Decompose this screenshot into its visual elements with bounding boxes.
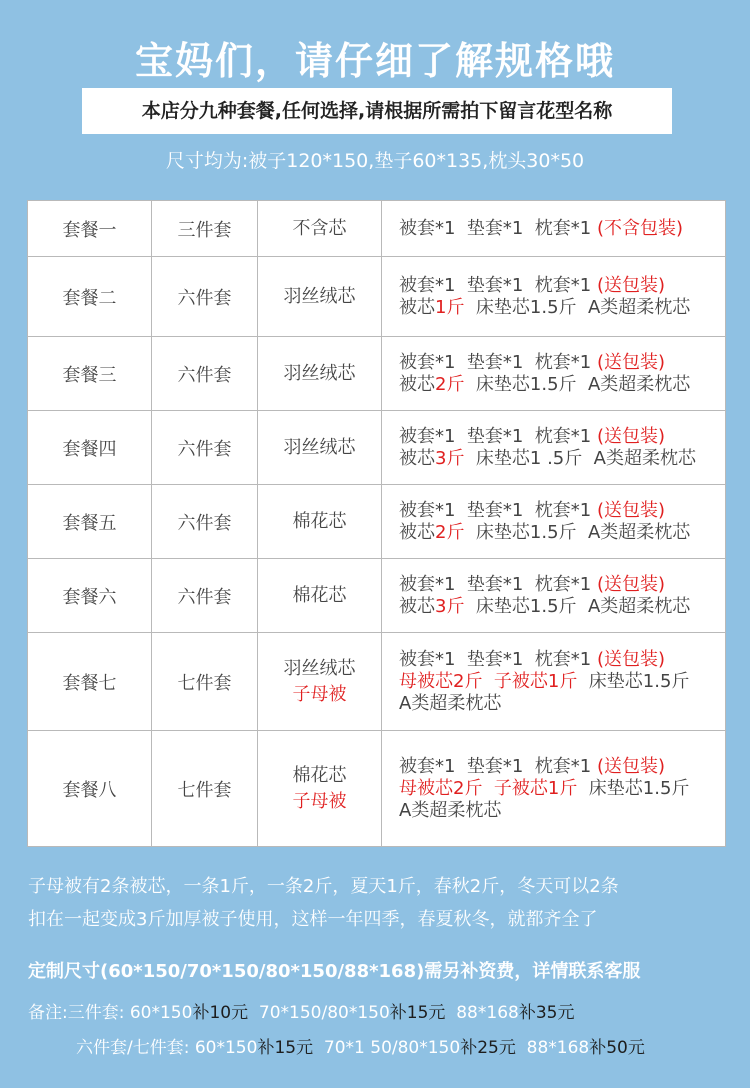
remark2-d: 补25元 (460, 1038, 516, 1058)
detail-core-label: 被芯 (399, 373, 435, 395)
core-subtype: 子母被 (292, 683, 347, 705)
detail-line1-red: (送包装) (596, 499, 666, 521)
detail-line3: A类超柔枕芯 (399, 692, 502, 714)
detail-line1: 被套*1 垫套*1 枕套*1 (399, 648, 597, 670)
remark-line2 (76, 1033, 645, 1058)
remark2-b: 补15元 (257, 1038, 314, 1058)
detail-line1-red: (送包装) (596, 274, 666, 296)
core-type: 棉花芯 (292, 764, 347, 786)
table-row (28, 559, 726, 633)
detail-line2-rest: 床垫芯1.5斤 A类超柔枕芯 (464, 595, 691, 617)
remark2-c: 70*1 50/80*150 (313, 1038, 461, 1058)
table-row (28, 201, 726, 257)
detail-line1-red: (送包装) (596, 573, 666, 595)
note-line2: 扣在一起变成3斤加厚被子使用，这样一年四季，春夏秋冬，就都齐全了 (28, 909, 598, 930)
table-row (28, 485, 726, 559)
remark1-b: 补10元 (192, 1003, 249, 1023)
package-name: 套餐七 (28, 633, 152, 731)
detail-line1: 被套*1 垫套*1 枕套*1 (399, 274, 597, 296)
detail-line2-rest: 床垫芯1.5斤 (577, 777, 690, 799)
detail-line2-rest: 床垫芯1.5斤 (577, 670, 690, 692)
table-row (28, 731, 726, 847)
detail-core-label: 被芯 (399, 595, 435, 617)
package-pieces: 三件套 (152, 201, 258, 257)
table-row (28, 633, 726, 731)
custom-size-note: 定制尺寸(60*150/70*150/80*150/88*168)需另补资费，详情联系客服 (28, 961, 641, 982)
detail-line3: A类超柔枕芯 (399, 799, 502, 821)
package-detail (382, 559, 726, 633)
table-row (28, 257, 726, 337)
detail-line2-red: 母被芯2斤 子被芯1斤 (399, 777, 578, 799)
package-detail (382, 337, 726, 411)
remark1-c: 70*150/80*150 (248, 1003, 390, 1023)
package-pieces: 七件套 (152, 633, 258, 731)
package-pieces: 六件套 (152, 485, 258, 559)
detail-line2-rest: 床垫芯1.5斤 A类超柔枕芯 (464, 521, 691, 543)
package-name: 套餐六 (28, 559, 152, 633)
detail-line2-red: 母被芯2斤 子被芯1斤 (399, 670, 578, 692)
detail-line1-red: (送包装) (596, 425, 666, 447)
core-subtype: 子母被 (292, 790, 347, 812)
package-core: 羽丝绒芯 (258, 257, 382, 337)
detail-core-weight: 3斤 (435, 595, 465, 617)
detail-line1-red: (不含包装) (596, 217, 684, 239)
detail-core-label: 被芯 (399, 521, 435, 543)
subtitle-banner (82, 88, 672, 134)
detail-core-weight: 1斤 (435, 296, 465, 318)
package-core (258, 633, 382, 731)
detail-line1: 被套*1 垫套*1 枕套*1 (399, 351, 597, 373)
package-core: 棉花芯 (258, 559, 382, 633)
package-detail (382, 201, 726, 257)
page-title: 宝妈们，请仔细了解规格哦 (134, 39, 615, 83)
package-name: 套餐一 (28, 201, 152, 257)
package-core: 不含芯 (258, 201, 382, 257)
package-pieces: 六件套 (152, 257, 258, 337)
detail-core-weight: 3斤 (435, 447, 465, 469)
package-detail (382, 411, 726, 485)
detail-line1-red: (送包装) (596, 755, 666, 777)
remark1-e: 88*168 (445, 1003, 519, 1023)
detail-core-label: 被芯 (399, 296, 435, 318)
detail-line1: 被套*1 垫套*1 枕套*1 (399, 755, 597, 777)
detail-line2-rest: 床垫芯1 .5斤 A类超柔枕芯 (464, 447, 697, 469)
package-name: 套餐四 (28, 411, 152, 485)
detail-line1: 被套*1 垫套*1 枕套*1 (399, 425, 597, 447)
package-core (258, 731, 382, 847)
package-detail (382, 731, 726, 847)
package-detail (382, 633, 726, 731)
table-row (28, 337, 726, 411)
remark-line1 (28, 998, 574, 1023)
detail-core-weight: 2斤 (435, 521, 465, 543)
package-name: 套餐三 (28, 337, 152, 411)
package-pieces: 六件套 (152, 559, 258, 633)
package-table (27, 200, 726, 847)
package-pieces: 七件套 (152, 731, 258, 847)
package-name: 套餐二 (28, 257, 152, 337)
detail-line1-red: (送包装) (596, 648, 666, 670)
remark1-d: 补15元 (389, 1003, 446, 1023)
remark2-f: 补50元 (589, 1038, 645, 1058)
package-core: 羽丝绒芯 (258, 337, 382, 411)
package-core: 棉花芯 (258, 485, 382, 559)
remark2-e: 88*168 (515, 1038, 590, 1058)
package-core: 羽丝绒芯 (258, 411, 382, 485)
remark2-a: 六件套/七件套: 60*150 (76, 1038, 258, 1058)
package-pieces: 六件套 (152, 411, 258, 485)
package-name: 套餐八 (28, 731, 152, 847)
package-pieces: 六件套 (152, 337, 258, 411)
subtitle-text: 本店分九种套餐,任何选择,请根据所需拍下留言花型名称 (141, 100, 613, 122)
detail-line2-rest: 床垫芯1.5斤 A类超柔枕芯 (464, 373, 691, 395)
package-name: 套餐五 (28, 485, 152, 559)
package-detail (382, 485, 726, 559)
core-type: 羽丝绒芯 (283, 657, 356, 679)
remark1-f: 补35元 (518, 1003, 575, 1023)
detail-line2-rest: 床垫芯1.5斤 A类超柔枕芯 (464, 296, 691, 318)
remark1-a: 备注:三件套: 60*150 (28, 1003, 193, 1023)
note-line1: 子母被有2条被芯，一条1斤，一条2斤，夏天1斤，春秋2斤，冬天可以2条 (28, 876, 619, 897)
detail-line1: 被套*1 垫套*1 枕套*1 (399, 573, 597, 595)
detail-line1: 被套*1 垫套*1 枕套*1 (399, 217, 597, 239)
size-info: 尺寸均为:被子120*150,垫子60*135,枕头30*50 (165, 150, 585, 172)
detail-line1: 被套*1 垫套*1 枕套*1 (399, 499, 597, 521)
detail-line1-red: (送包装) (596, 351, 666, 373)
table-row (28, 411, 726, 485)
detail-core-weight: 2斤 (435, 373, 465, 395)
detail-core-label: 被芯 (399, 447, 435, 469)
package-detail (382, 257, 726, 337)
